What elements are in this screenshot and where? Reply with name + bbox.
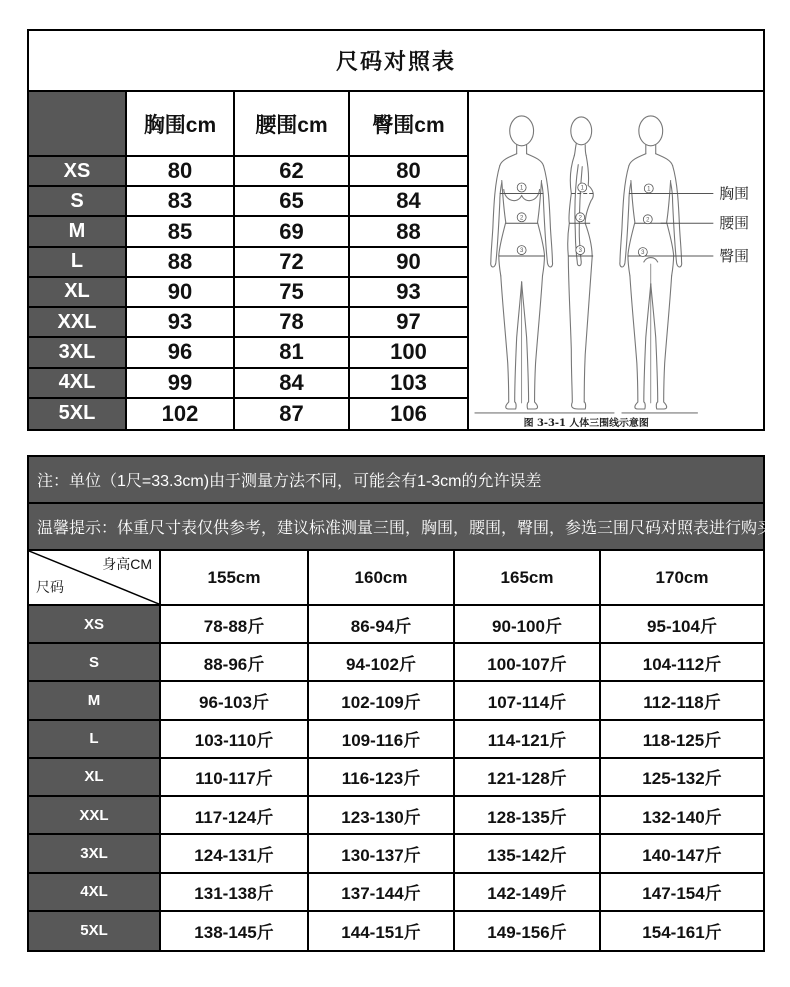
size-label: M: [29, 682, 161, 720]
height-column-header: 155cm: [161, 551, 309, 606]
column-header-chest: 胸围cm: [127, 92, 235, 157]
size-label: 5XL: [29, 399, 127, 429]
weight-cell: 114-121斤: [455, 721, 601, 759]
measurement-cell: 65: [235, 187, 350, 217]
measurement-cell: 99: [127, 369, 235, 399]
weight-cell: 144-151斤: [309, 912, 455, 950]
weight-cell: 140-147斤: [601, 835, 763, 873]
measurement-cell: 84: [350, 187, 467, 217]
weight-cell: 147-154斤: [601, 874, 763, 912]
size-label: S: [29, 187, 127, 217]
measurement-cell: 69: [235, 217, 350, 247]
height-column-header: 160cm: [309, 551, 455, 606]
measurement-cell: 97: [350, 308, 467, 338]
weight-cell: 142-149斤: [455, 874, 601, 912]
body-measurement-figure: [467, 92, 763, 429]
size-label: S: [29, 644, 161, 682]
weight-cell: 110-117斤: [161, 759, 309, 797]
weight-cell: 96-103斤: [161, 682, 309, 720]
label-waist: 腰围: [719, 214, 750, 233]
size-label: 4XL: [29, 874, 161, 912]
measurement-cell: 80: [350, 157, 467, 187]
label-hip: 臀围: [719, 246, 750, 265]
marker-2: 2: [519, 215, 524, 222]
weight-cell: 100-107斤: [455, 644, 601, 682]
weight-cell: 117-124斤: [161, 797, 309, 835]
measurement-cell: 72: [235, 248, 350, 278]
measurement-cell: 81: [235, 338, 350, 368]
label-chest: 胸围: [719, 184, 750, 203]
measurement-cell: 80: [127, 157, 235, 187]
weight-cell: 124-131斤: [161, 835, 309, 873]
measurement-cell: 90: [350, 248, 467, 278]
marker-1: 1: [519, 185, 524, 192]
height-column-header: 165cm: [455, 551, 601, 606]
size-label: 3XL: [29, 835, 161, 873]
marker-2: 2: [578, 215, 582, 222]
measurement-cell: 93: [350, 278, 467, 308]
measurement-table: [29, 92, 467, 429]
size-label: XXL: [29, 308, 127, 338]
height-column-header: 170cm: [601, 551, 763, 606]
size-label: L: [29, 721, 161, 759]
figure-back: [620, 116, 682, 409]
leader-lines: [658, 193, 714, 256]
size-label: 4XL: [29, 369, 127, 399]
weight-cell: 94-102斤: [309, 644, 455, 682]
weight-cell: 95-104斤: [601, 606, 763, 644]
measurement-cell: 78: [235, 308, 350, 338]
diagonal-height-label: 身高CM: [102, 556, 152, 572]
measurement-cell: 106: [390, 400, 427, 426]
size-label: XXL: [29, 797, 161, 835]
weight-cell: 154-161斤: [642, 923, 722, 943]
weight-cell: 90-100斤: [455, 606, 601, 644]
weight-cell: 116-123斤: [309, 759, 455, 797]
figure-front: [491, 116, 553, 409]
weight-cell: 103-110斤: [161, 721, 309, 759]
column-header-hip: 臀围cm: [350, 92, 467, 157]
measurement-cell: 83: [127, 187, 235, 217]
weight-cell: 138-145斤: [161, 912, 309, 950]
weight-cell: 78-88斤: [161, 606, 309, 644]
measurement-cell: 84: [235, 369, 350, 399]
size-label: L: [29, 248, 127, 278]
measurement-cell: 102: [127, 399, 235, 429]
weight-cell: 123-130斤: [309, 797, 455, 835]
weight-cell: 86-94斤: [309, 606, 455, 644]
marker-2: 2: [646, 217, 650, 224]
measurement-cell: 62: [235, 157, 350, 187]
measurement-cell: 100: [350, 338, 467, 368]
note-unit: 注：单位（1尺=33.3cm)由于测量方法不同，可能会有1-3cm的允许误差: [29, 457, 763, 504]
size-label: XL: [29, 759, 161, 797]
weight-cell: 131-138斤: [161, 874, 309, 912]
size-chart-panel: [27, 29, 765, 431]
size-label: XS: [29, 606, 161, 644]
column-header-waist: 腰围cm: [235, 92, 350, 157]
figure-caption: 图 3-3-1 人体三围线示意图: [523, 417, 649, 429]
diagonal-header-cell: [29, 551, 161, 606]
marker-1: 1: [580, 185, 584, 192]
measurement-cell: 90: [127, 278, 235, 308]
measurement-cell: 88: [350, 217, 467, 247]
weight-table: [29, 551, 763, 950]
weight-cell: 104-112斤: [601, 644, 763, 682]
measurement-cell: 103: [350, 369, 467, 399]
measurement-cell: 87: [235, 399, 350, 429]
body-figure-illustration: [469, 92, 763, 429]
size-label: 3XL: [29, 338, 127, 368]
size-label: XS: [29, 157, 127, 187]
weight-cell: 130-137斤: [309, 835, 455, 873]
corner-cell-empty: [29, 92, 127, 157]
measurement-cell: 88: [127, 248, 235, 278]
marker-3: 3: [519, 248, 524, 255]
marker-3: 3: [578, 248, 582, 255]
weight-cell: 132-140斤: [601, 797, 763, 835]
weight-cell: 128-135斤: [455, 797, 601, 835]
marker-3: 3: [641, 250, 645, 257]
size-label: 5XL: [29, 912, 161, 950]
measurement-cell: 75: [235, 278, 350, 308]
weight-cell: 125-132斤: [601, 759, 763, 797]
size-label: XL: [29, 278, 127, 308]
weight-chart-panel: [27, 455, 774, 952]
diagonal-size-label: 尺码: [36, 579, 64, 595]
note-tip: 温馨提示：体重尺寸表仅供参考，建议标准测量三围，胸围，腰围，臀围，参选三围尺码对照表进行购买: [29, 504, 763, 551]
page-title: 尺码对照表: [29, 31, 763, 92]
weight-cell: 149-156斤: [455, 912, 601, 950]
size-label: M: [29, 217, 127, 247]
size-chart-content: [29, 92, 763, 429]
weight-cell: 121-128斤: [455, 759, 601, 797]
weight-cell: 135-142斤: [455, 835, 601, 873]
weight-cell: 107-114斤: [455, 682, 601, 720]
weight-cell: 109-116斤: [309, 721, 455, 759]
weight-cell: 112-118斤: [601, 682, 763, 720]
weight-cell: 102-109斤: [309, 682, 455, 720]
figure-side: [568, 117, 594, 409]
measurement-cell: 93: [127, 308, 235, 338]
measurement-cell: 96: [127, 338, 235, 368]
marker-1: 1: [647, 186, 651, 193]
weight-cell: 88-96斤: [161, 644, 309, 682]
measurement-cell: 85: [127, 217, 235, 247]
weight-cell: 137-144斤: [309, 874, 455, 912]
weight-cell: 118-125斤: [601, 721, 763, 759]
